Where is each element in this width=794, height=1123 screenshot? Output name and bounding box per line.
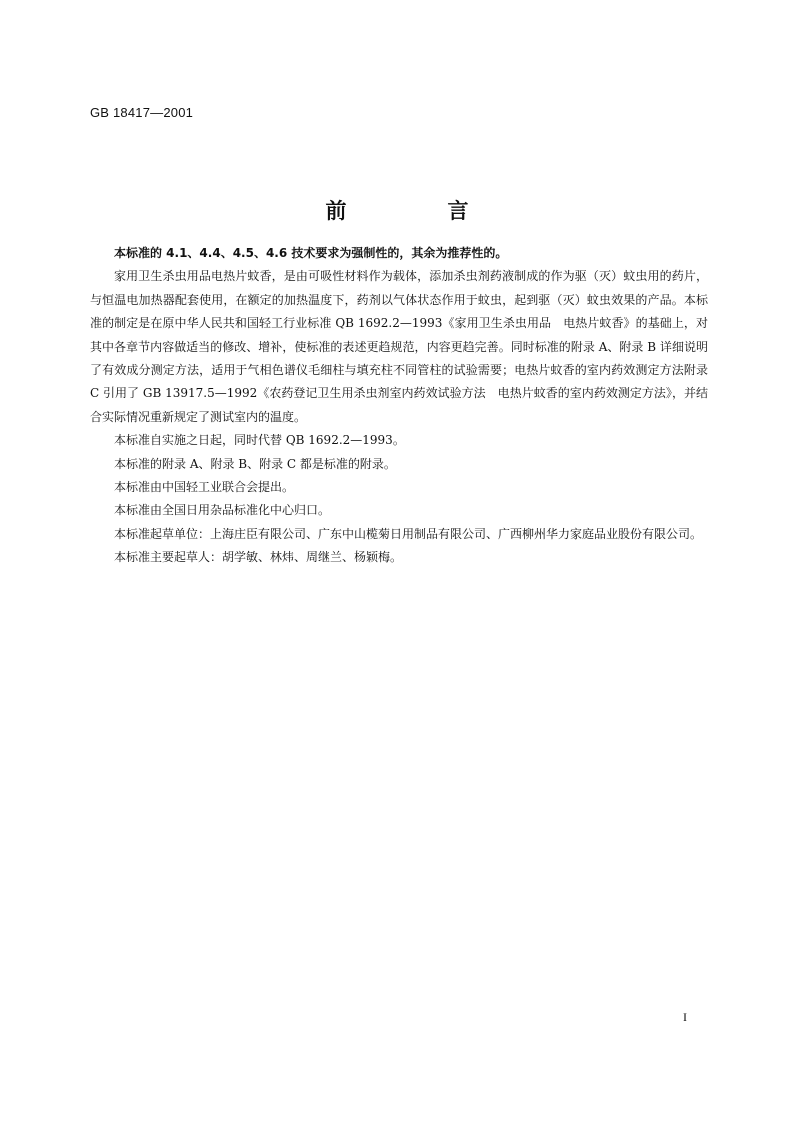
- paragraph-appendices: 本标准的附录 A、附录 B、附录 C 都是标准的附录。: [114, 456, 396, 471]
- paragraph-proposed-by: 本标准由中国轻工业联合会提出。: [114, 480, 295, 495]
- paragraph-centralized-by: 本标准由全国日用杂品标准化中心归口。: [114, 503, 331, 518]
- standard-code: GB 18417—2001: [90, 105, 194, 120]
- foreword-body: [90, 242, 708, 570]
- page-number: I: [683, 1010, 687, 1024]
- paragraph-replacement: 本标准自实施之日起，同时代替 QB 1692.2—1993。: [114, 433, 405, 448]
- page-title: 前 言: [325, 199, 509, 223]
- paragraph-drafters: 本标准主要起草人：胡学敏、林炜、周继兰、杨颖梅。: [114, 550, 403, 565]
- paragraph-mandatory-clauses: 本标准的 4.1、4.4、4.5、4.6 技术要求为强制性的，其余为推荐性的。: [114, 246, 508, 260]
- paragraph-product-description: 家用卫生杀虫用品电热片蚊香，是由可吸性材料作为载体，添加杀虫剂药液制成的作为驱（灭）蚊虫用的药片，与恒温电加热器配套使用，在额定的加热温度下，药剂以气体状态作用于蚊虫，起到驱（灭）蚊虫效果的产品。本标准的制定是在原中华人民共和国轻工行业标准 QB 1692.2—1993《家用卫生杀虫用品 电热片蚊香》的基础上，对其中各章节内容做适当的修改、增补，使标准的表述更趋规范，内容更趋完善。同时标准的附录 A、附录 B 详细说明了有效成分测定方法，适用于气相色谱仪毛细柱与填充柱不同管柱的试验需要；电热片蚊香的室内药效测定方法附录 C 引用了 GB 13917.5—1992《农药登记卫生用杀虫剂室内药效试验方法 电热片蚊香的室内药效测定方法》，并结合实际情况重新规定了测试室内的温度。: [90, 269, 708, 424]
- paragraph-drafting-units: 本标准起草单位：上海庄臣有限公司、广东中山榄菊日用制品有限公司、广西柳州华力家庭品业股份有限公司。: [114, 526, 703, 541]
